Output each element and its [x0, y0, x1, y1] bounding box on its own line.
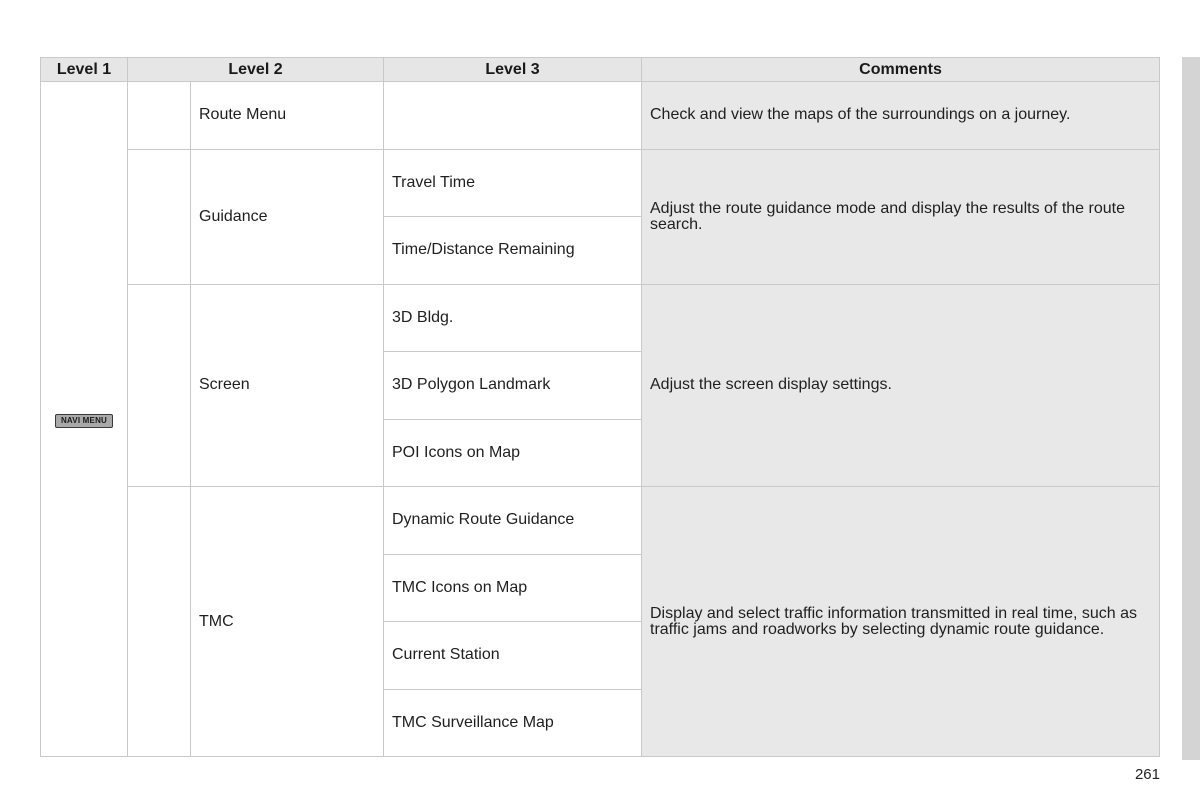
level-3-3d-bldg: 3D Bldg. [384, 284, 642, 352]
header-level-2: Level 2 [128, 58, 384, 82]
level-2-tmc: TMC [191, 487, 384, 757]
level-2-route-menu: Route Menu [191, 82, 384, 150]
page-number: 261 [1134, 766, 1160, 783]
navi-menu-button[interactable]: NAVI MENU [55, 414, 113, 428]
level-3-time-distance-remaining: Time/Distance Remaining [384, 217, 642, 285]
header-comments: Comments [642, 58, 1160, 82]
header-level-1: Level 1 [41, 58, 128, 82]
level-3-empty [384, 82, 642, 150]
table-row [41, 82, 1160, 150]
level-3-tmc-icons-on-map: TMC Icons on Map [384, 554, 642, 622]
navigation-menu-table [40, 57, 1160, 757]
level-2-icon-cell [128, 82, 191, 150]
level-3-3d-polygon-landmark: 3D Polygon Landmark [384, 352, 642, 420]
table-row [41, 149, 1160, 217]
table-row [41, 487, 1160, 555]
level-1-cell [41, 82, 128, 757]
level-2-icon-cell [128, 284, 191, 487]
level-3-tmc-surveillance-map: TMC Surveillance Map [384, 689, 642, 757]
table-row [41, 284, 1160, 352]
comment-tmc: Display and select traffic information transmitted in real time, such as traffic jams and roadworks by selecting dynamic route guidance. [642, 487, 1160, 757]
table-header-row [41, 58, 1160, 82]
chapter-side-tab [1182, 57, 1200, 760]
comment-screen: Adjust the screen display settings. [642, 284, 1160, 487]
level-2-screen: Screen [191, 284, 384, 487]
level-2-icon-cell [128, 487, 191, 757]
level-2-guidance: Guidance [191, 149, 384, 284]
level-3-poi-icons-on-map: POI Icons on Map [384, 419, 642, 487]
level-3-dynamic-route-guidance: Dynamic Route Guidance [384, 487, 642, 555]
comment-guidance: Adjust the route guidance mode and display the results of the route search. [642, 149, 1160, 284]
header-level-3: Level 3 [384, 58, 642, 82]
level-3-travel-time: Travel Time [384, 149, 642, 217]
level-3-current-station: Current Station [384, 622, 642, 690]
level-2-icon-cell [128, 149, 191, 284]
comment-route-menu: Check and view the maps of the surroundings on a journey. [642, 82, 1160, 150]
